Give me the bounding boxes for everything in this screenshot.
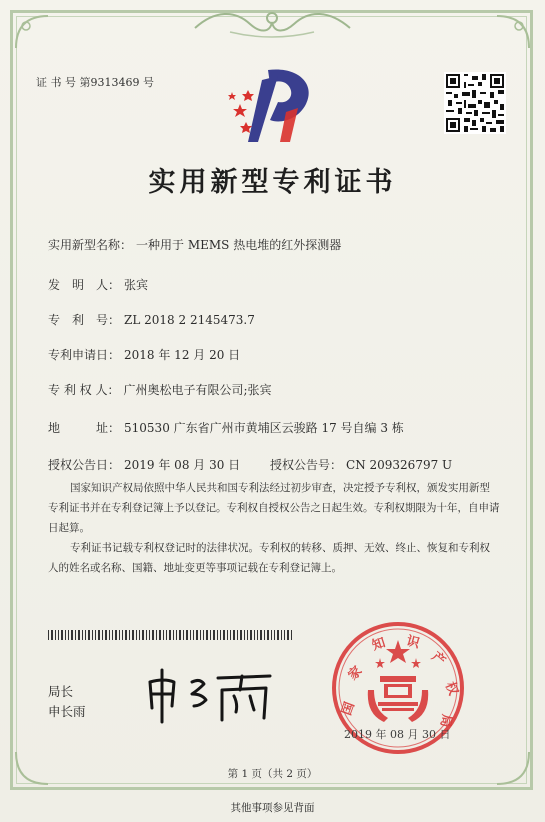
- field-value: 2019 年 08 月 30 日: [124, 458, 241, 472]
- svg-text:家: 家: [345, 663, 366, 684]
- certificate-number: 证 书 号 第9313469 号: [36, 76, 154, 89]
- signatory-title: 局长: [48, 684, 74, 699]
- field-label: 授权公告号：: [270, 458, 343, 472]
- field-inventor: [48, 276, 148, 293]
- field-value: CN 209326797 U: [346, 458, 453, 472]
- field-address: [48, 419, 404, 436]
- cnipa-logo-icon: [228, 62, 320, 146]
- certificate-title: 实用新型专利证书: [148, 167, 397, 198]
- svg-text:识: 识: [404, 633, 422, 652]
- field-label: 实用新型名称：: [48, 238, 133, 252]
- top-ornament-icon: [190, 8, 355, 40]
- field-label: 授权公告日：: [48, 458, 121, 472]
- field-utility-model-name: [48, 236, 341, 253]
- field-patentee: [48, 381, 272, 398]
- page-number: 第 1 页（共 2 页）: [227, 768, 318, 780]
- field-value: ZL 2018 2 2145473.7: [124, 313, 255, 327]
- qr-code-icon: [444, 72, 506, 134]
- field-value: 广州奥松电子有限公司;张宾: [123, 383, 272, 397]
- field-grant-number: [270, 456, 452, 473]
- field-label: 发 明 人：: [48, 278, 121, 292]
- svg-text:权: 权: [441, 679, 461, 698]
- field-label: 专利申请日：: [48, 348, 121, 362]
- field-grant-date: [48, 456, 240, 473]
- signatory-name: 申长雨: [48, 704, 86, 719]
- field-label: 专 利 权 人：: [48, 383, 120, 397]
- field-label: 专 利 号：: [48, 313, 121, 327]
- field-value: 2018 年 12 月 20 日: [124, 348, 241, 362]
- svg-text:知: 知: [370, 635, 388, 654]
- field-value: 一种用于 MEMS 热电堆的红外探测器: [136, 238, 342, 252]
- statement-paragraph: 专利证书记载专利权登记时的法律状况。专利权的转移、质押、无效、终止、恢复和专利权人的姓名或名称、国籍、地址变更等事项记载在专利登记簿上。: [48, 542, 490, 574]
- statement-paragraph: 国家知识产权局依照中华人民共和国专利法经过初步审查，决定授予专利权，颁发实用新型专利证书并在专利登记簿上予以登记。专利权自授权公告之日起生效。专利权期限为十年，自申请日起算。: [48, 482, 500, 534]
- svg-text:国: 国: [339, 700, 358, 718]
- field-value: 510530 广东省广州市黄埔区云骏路 17 号自编 3 栋: [124, 421, 404, 435]
- footer-note: 其他事项参见背面: [230, 802, 315, 814]
- field-value: 张宾: [124, 278, 149, 292]
- svg-text:产: 产: [428, 649, 449, 670]
- svg-text:局: 局: [436, 712, 454, 729]
- field-filing-date: [48, 346, 240, 363]
- corner-ornament-icon: [493, 12, 533, 52]
- field-label: 地 址：: [48, 421, 121, 435]
- corner-ornament-icon: [12, 12, 52, 52]
- barcode-icon: [48, 630, 293, 640]
- field-patent-number: [48, 311, 255, 328]
- handwritten-signature-icon: [140, 660, 280, 728]
- seal-date: 2019 年 08 月 30 日: [344, 728, 451, 741]
